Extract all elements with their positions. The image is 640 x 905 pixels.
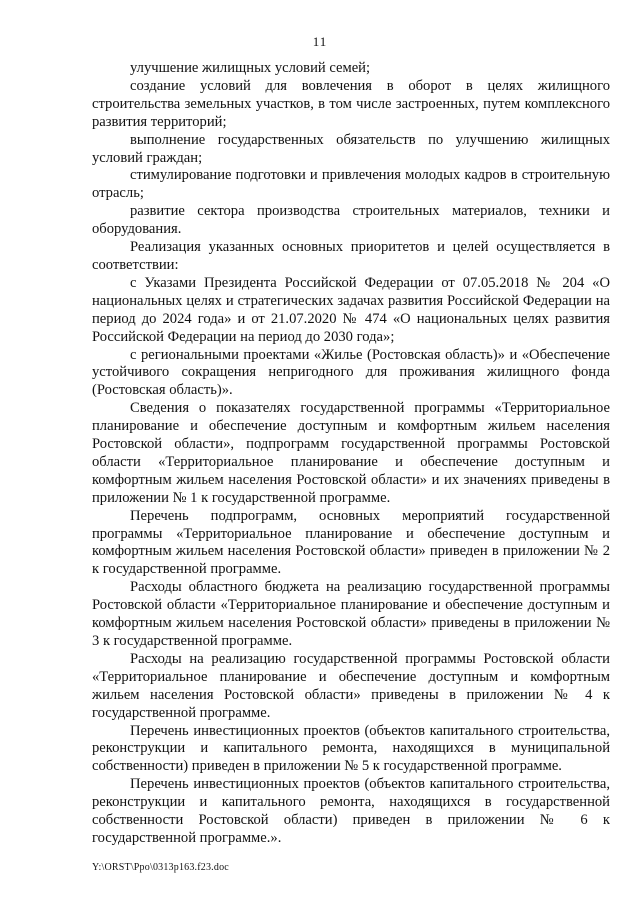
paragraph: с региональными проектами «Жилье (Ростовская область)» и «Обеспечение устойчивого сокращения непригодного для проживания жилищного фонда (Ростовская область)». [92,346,610,399]
paragraph: Реализация указанных основных приоритетов и целей осуществляется в соответствии: [92,239,610,273]
paragraph: стимулирование подготовки и привлечения молодых кадров в строительную отрасль; [92,167,610,202]
paragraph: Перечень подпрограмм, основных мероприятий государственной программы «Территориальное планирование и обеспечение доступным и комфортным жильем населения Ростовской области» приведен в приложении № 2 к государственной программе. [92,507,610,578]
footer-file-path: Y:\ORST\Ppo\0313p163.f23.doc [92,862,229,873]
paragraph: Расходы областного бюджета на реализацию государственной программы Ростовской области «Территориальное планирование и обеспечение доступным и комфортным жильем населения Ростовской области» приведены в приложении № 3 к государственной программе. [92,579,610,649]
page-number: 11 [312,34,328,49]
paragraph: с Указами Президента Российской Федерации от 07.05.2018 № 204 «О национальных целях и стратегических задачах развития Российской Федерации на период до 2024 года» и от 21.07.2020 № 474 «О национальных целях развития Российской Федерации на период до 2030 года»; [92,274,610,345]
document-body [92,60,610,848]
paragraph: Перечень инвестиционных проектов (объектов капитального строительства, реконструкции и капитального ремонта, находящихся в муниципальной собственности) приведен в приложении № 5 к государственной программе. [92,722,610,775]
paragraph: выполнение государственных обязательств по улучшению жилищных условий граждан; [92,131,610,166]
paragraph: Сведения о показателях государственной программы «Территориальное планирование и обеспечение доступным и комфортным жильем населения Ростовской области», подпрограмм государственной программы Ростовской области «Территориальное планирование и обеспечение доступным и комфортным жильем населения Ростовской области» и их значениях приведены в приложении № 1 к государственной программе. [92,400,610,506]
paragraph: улучшение жилищных условий семей; [130,60,371,76]
paragraph: Перечень инвестиционных проектов (объектов капитального строительства, реконструкции и капитального ремонта, находящихся в государственной собственности Ростовской области) приведен в приложении № 6 к государственной программе.». [92,776,610,846]
paragraph: создание условий для вовлечения в оборот в целях жилищного строительства земельных участков, в том числе застроенных, путем комплексного развития территорий; [92,77,610,130]
paragraph: развитие сектора производства строительных материалов, техники и оборудования. [92,203,610,238]
paragraph: Расходы на реализацию государственной программы Ростовской области «Территориальное планирование и обеспечение доступным и комфортным жильем населения Ростовской области» приведены в приложении № 4 к государственной программе. [92,650,610,721]
